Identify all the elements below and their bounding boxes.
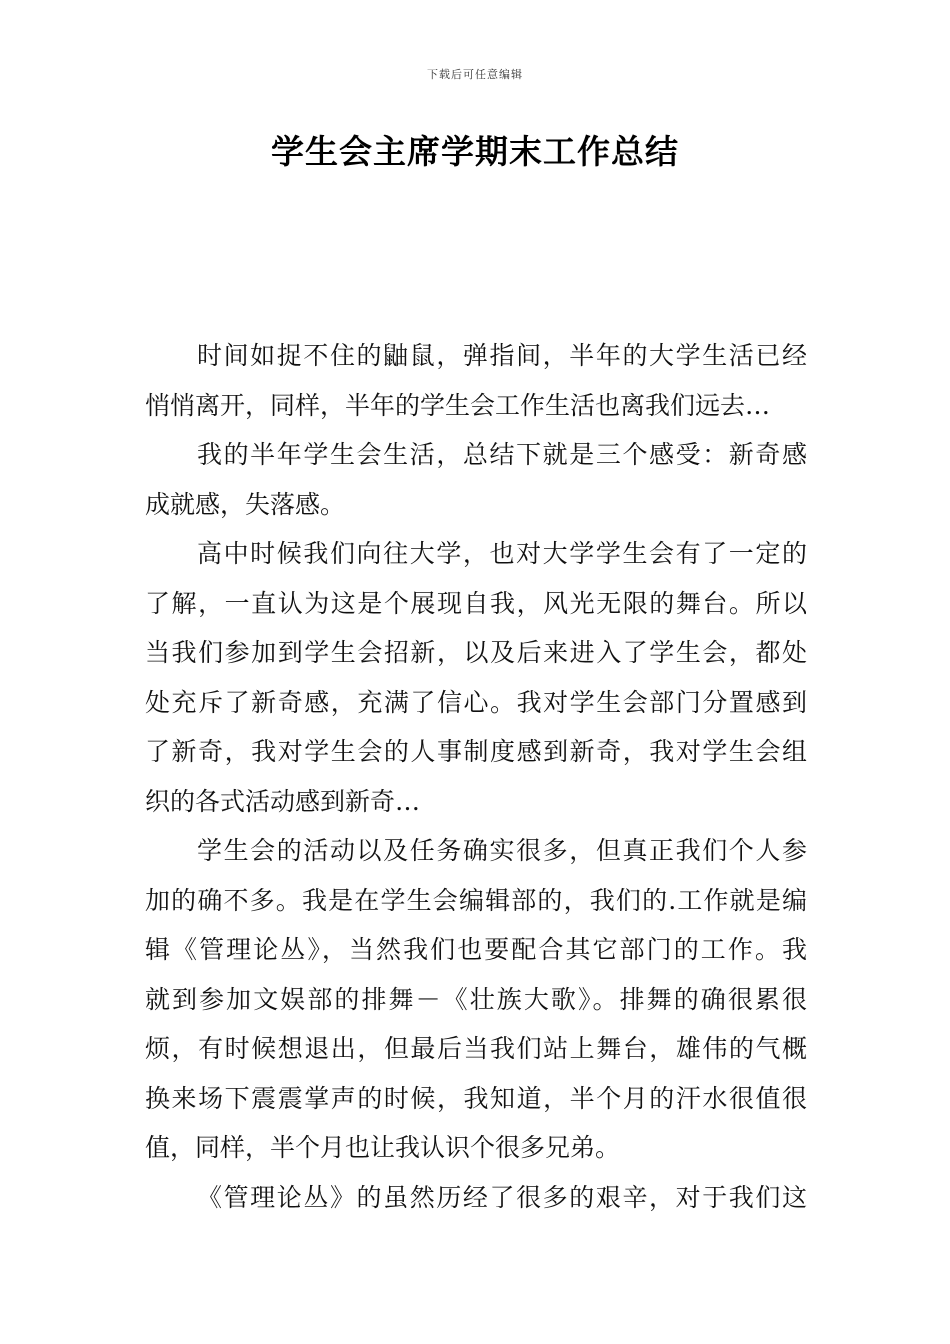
paragraph-line: 烦，有时候想退出，但最后当我们站上舞台，雄伟的气概 <box>145 1034 807 1063</box>
header-note: 下载后可任意编辑 <box>427 68 523 81</box>
paragraph-line: 了解，一直认为这是个展现自我，风光无限的舞台。所以 <box>145 588 807 618</box>
paragraph-line: 高中时候我们向往大学，也对大学学生会有了一定的 <box>197 539 807 568</box>
paragraph-line: 我的半年学生会生活，总结下就是三个感受：新奇感 <box>197 440 807 469</box>
paragraph-line: 当我们参加到学生会招新，以及后来进入了学生会，都处 <box>145 638 807 667</box>
paragraph-line: 加的确不多。我是在学生会编辑部的，我们的.工作就是编 <box>145 885 807 915</box>
paragraph-line: 织的各式活动感到新奇… <box>145 786 421 816</box>
paragraph-line: 悄悄离开，同样，半年的学生会工作生活也离我们远去… <box>145 390 771 420</box>
paragraph-line: 换来场下震震掌声的时候，我知道，半个月的汗水很值很 <box>145 1083 807 1113</box>
paragraph-line: 就到参加文娱部的排舞－《壮族大歌》。排舞的确很累很 <box>145 984 807 1014</box>
paragraph-line: 值，同样，半个月也让我认识个很多兄弟。 <box>145 1133 621 1162</box>
document-title: 学生会主席学期末工作总结 <box>271 132 679 171</box>
paragraph-line: 处充斥了新奇感，充满了信心。我对学生会部门分置感到 <box>145 687 807 717</box>
paragraph-line: 时间如捉不住的鼬鼠，弹指间，半年的大学生活已经 <box>197 341 807 370</box>
paragraph-line: 了新奇，我对学生会的人事制度感到新奇，我对学生会组 <box>145 737 807 766</box>
paragraph-line: 辑《管理论丛》，当然我们也要配合其它部门的工作。我 <box>145 935 807 964</box>
paragraph-line: 学生会的活动以及任务确实很多，但真正我们个人参 <box>197 836 807 865</box>
paragraph-line: 成就感，失落感。 <box>145 489 346 519</box>
paragraph-line: 《管理论丛》的虽然历经了很多的艰辛，对于我们这 <box>197 1182 807 1212</box>
document-body <box>145 331 807 1222</box>
